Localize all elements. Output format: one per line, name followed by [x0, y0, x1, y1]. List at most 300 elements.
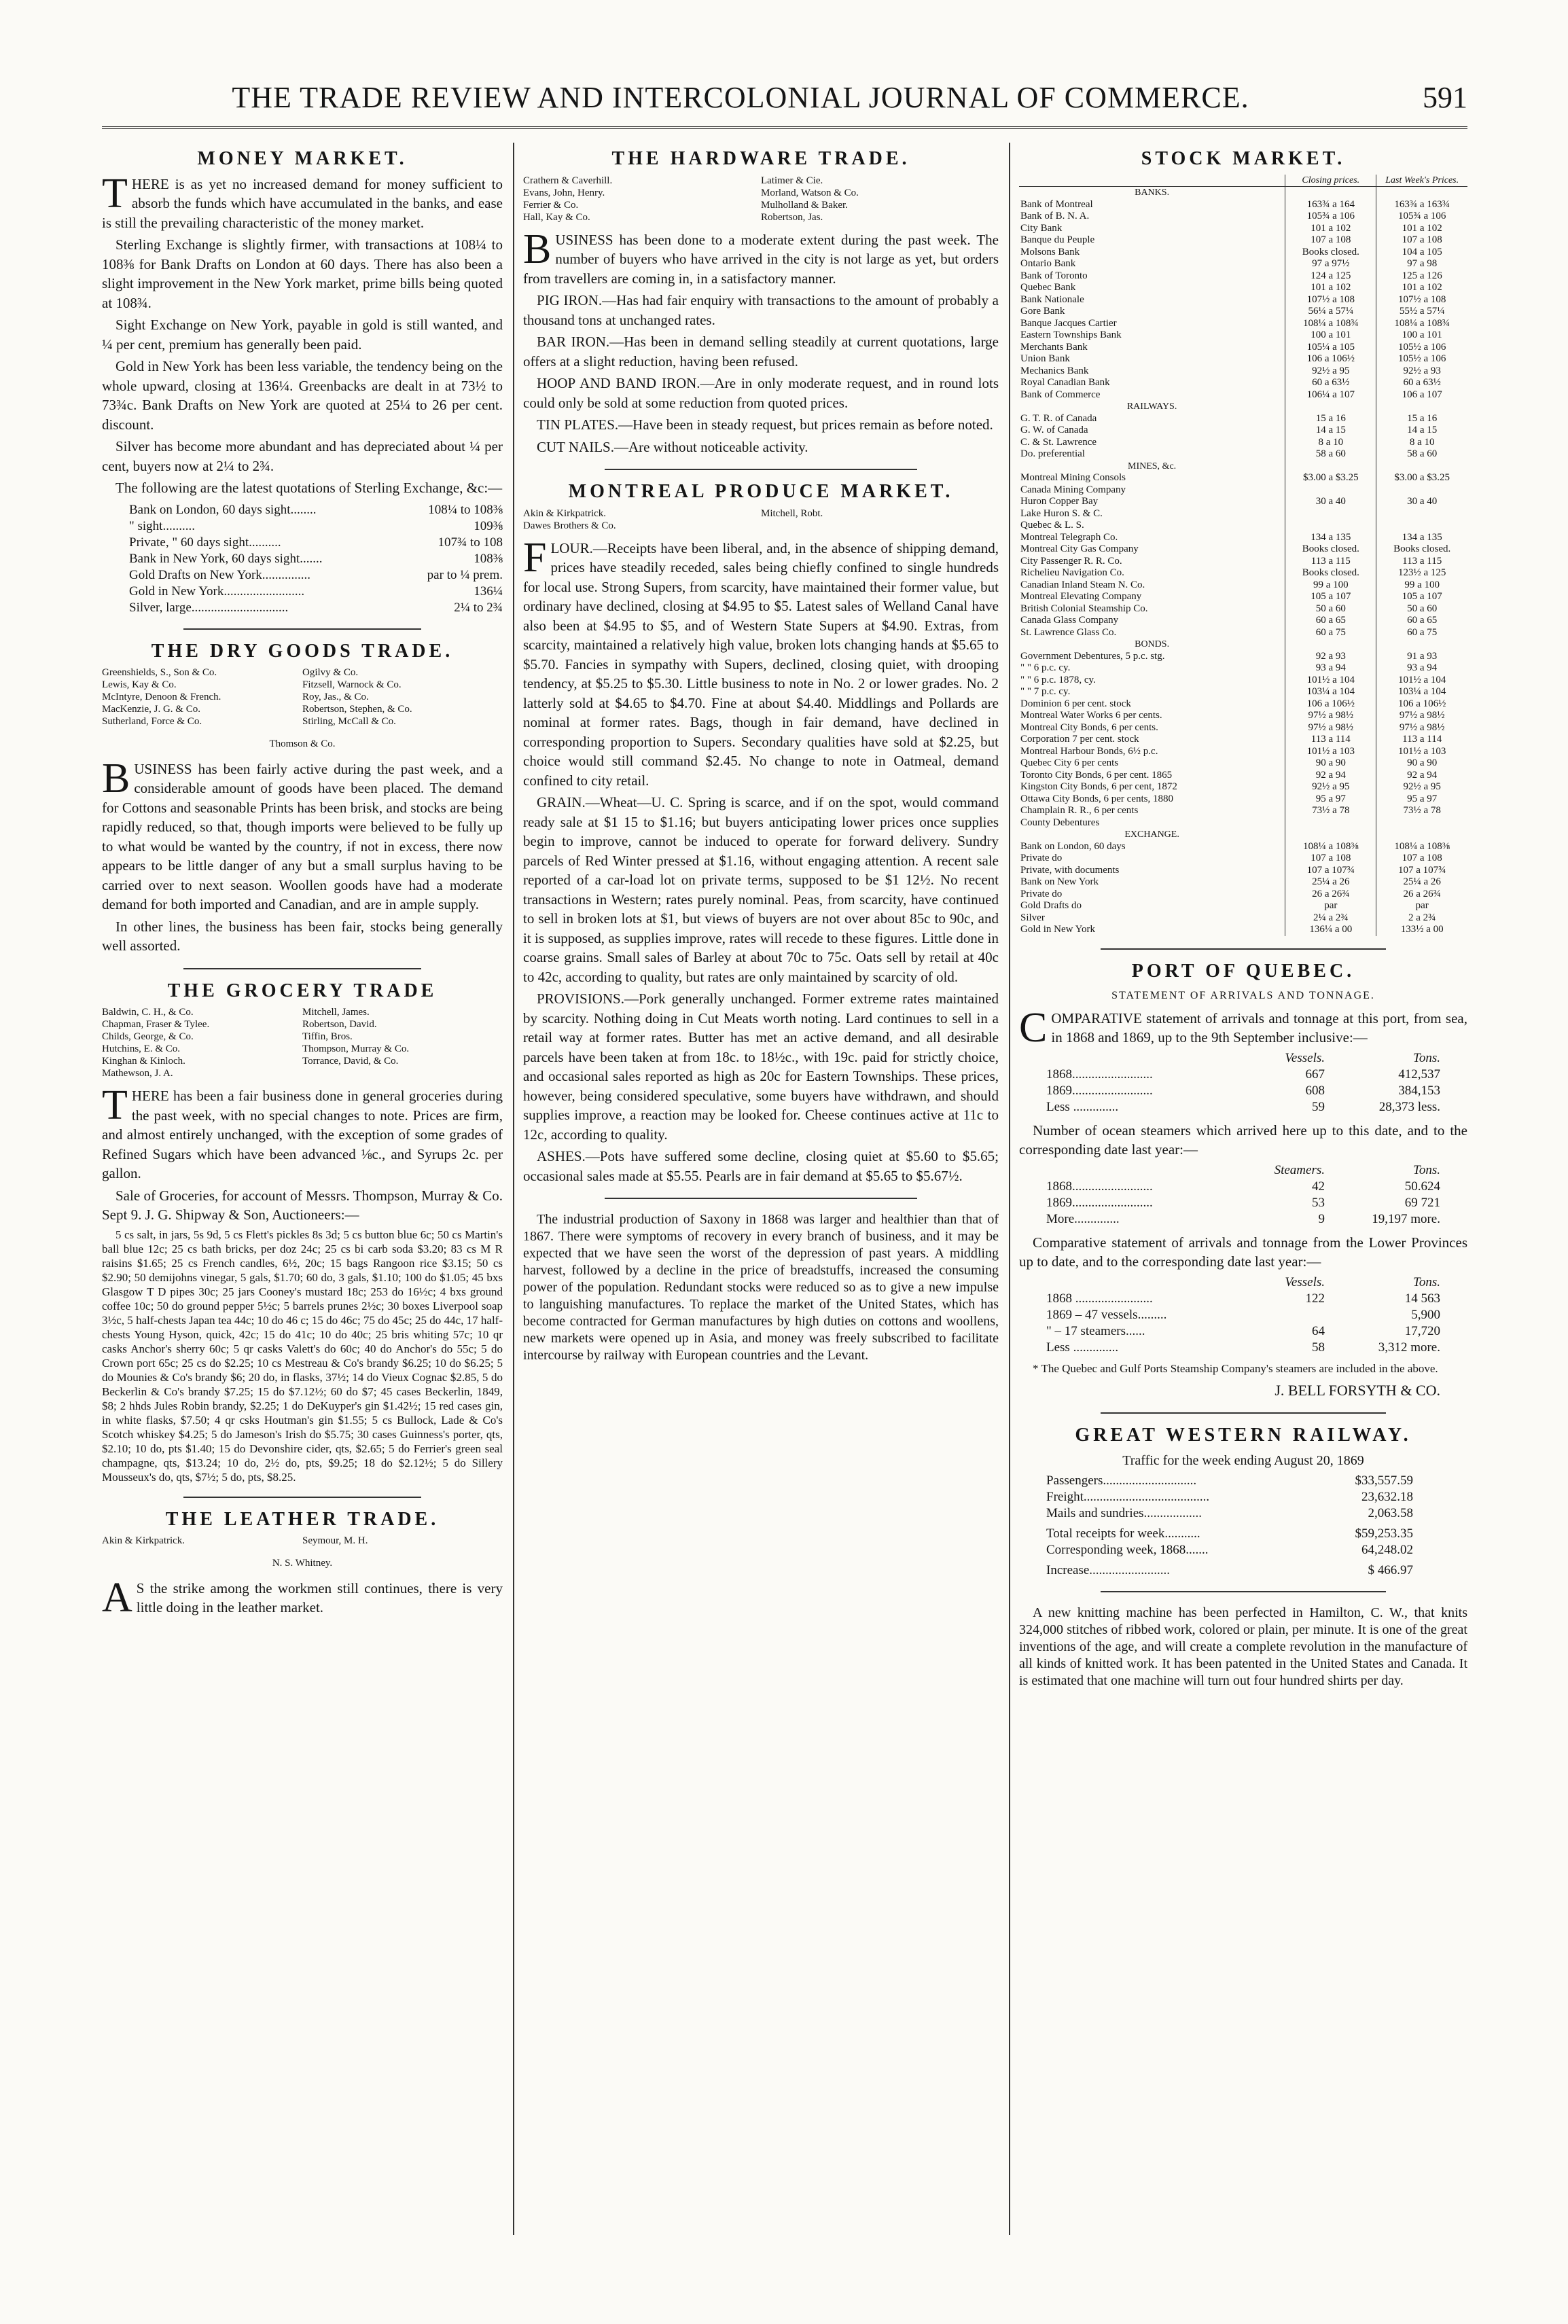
drop-cap: F [523, 534, 547, 581]
last-week-price: 95 a 97 [1376, 793, 1467, 806]
gwr-traffic-table: Passengers............................. $33,557.59 Freight....................................... 23,632.18 Mails and sundries.................. 2,063.58 Total receipts for week........... $59,253.35 Corresponding week, 1868....... 64,248.02 Increase......................... $ 466.97 [1046, 1473, 1413, 1577]
stock-name: Dominion 6 per cent. stock [1020, 698, 1131, 709]
last-week-price: 93 a 94 [1376, 662, 1467, 675]
last-week-price: 25¼ a 26 [1376, 876, 1467, 889]
money-para-2: Sterling Exchange is slightly firmer, with transactions at 108¼ to 108⅜ for Bank Drafts on London at 60 days. There has also been a slight improvement in the New York market, prime bills being quoted at 108¾. [102, 236, 503, 311]
closing-price: Books closed. [1285, 543, 1376, 556]
closing-price: 60 a 75 [1285, 627, 1376, 639]
header-rule [102, 126, 1467, 129]
closing-price: 124 a 125 [1285, 270, 1376, 283]
closing-price: 108¼ a 108⅜ [1285, 841, 1376, 853]
last-week-price: par [1376, 900, 1467, 912]
grocery-firms: Baldwin, C. H., & Co. Mitchell, James. Chapman, Fraser & Tylee. Robertson, David. Childs, George, & Co. Tiffin, Bros. Hutchins, E. & Co. Thompson, Murray & Co. Kinghan & Kinloch. Torrance, David, & Co. Mathewson, J. A. [102, 1007, 410, 1079]
stock-name: St. Lawrence Glass Co. [1020, 626, 1117, 638]
last-week-price: 101 a 102 [1376, 223, 1467, 235]
stock-row [1019, 484, 1467, 497]
stock-name: Huron Copper Bay [1020, 496, 1099, 507]
last-week-price: 105¾ a 106 [1376, 211, 1467, 223]
stock-row [1019, 591, 1467, 603]
stock-name: County Debentures [1020, 817, 1100, 828]
column-right [1019, 143, 1467, 1692]
stock-name: Montreal Harbour Bonds, 6½ p.c. [1020, 745, 1158, 757]
gwr-subtitle: Traffic for the week ending August 20, 1869 [1122, 1452, 1364, 1468]
grocery-para-2: Sale of Groceries, for account of Messrs. Thompson, Murray & Co. Sept 9. J. G. Shipway & Son, Auctioneers:— [102, 1187, 503, 1223]
closing-price: 30 a 40 [1285, 496, 1376, 508]
dry-para-2: In other lines, the business has been fair, stocks being generally well assorted. [102, 918, 503, 954]
last-week-price: 91 a 93 [1376, 651, 1467, 663]
closing-price: 103¼ a 104 [1285, 686, 1376, 698]
stock-row [1019, 734, 1467, 746]
stock-row [1019, 770, 1467, 782]
stock-name: Richelieu Navigation Co. [1020, 567, 1124, 578]
closing-price [1285, 508, 1376, 520]
stock-name: Bank on London, 60 days [1020, 840, 1126, 852]
closing-price: 107½ a 108 [1285, 294, 1376, 306]
quebec-para-2: Number of ocean steamers which arrived here up to this date, and to the corresponding date last year:— [1019, 1122, 1467, 1158]
quote-row: Silver, large.............................. 2¼ to 2¾ [129, 600, 503, 615]
stock-name: Bank of Montreal [1020, 198, 1093, 210]
last-week-price: 92½ a 93 [1376, 365, 1467, 378]
closing-price: 106¼ a 107 [1285, 389, 1376, 401]
closing-price: 163¾ a 164 [1285, 199, 1376, 211]
closing-price [1285, 817, 1376, 829]
stock-name: Bank Nationale [1020, 293, 1084, 305]
stock-row [1019, 757, 1467, 770]
stock-name: British Colonial Steamship Co. [1020, 603, 1148, 614]
last-week-price: 60 a 63½ [1376, 377, 1467, 389]
hardware-pig-iron: PIG IRON.—Has had fair enquiry with transactions to the amount of probably a thousand tons at unchanged rates. [523, 292, 999, 328]
quote-row: " sight.......... 109⅜ [129, 518, 503, 533]
closing-price: par [1285, 900, 1376, 912]
stock-row [1019, 520, 1467, 532]
stock-name: Bank of Toronto [1020, 270, 1088, 281]
last-week-price: 108¼ a 108¾ [1376, 318, 1467, 330]
stock-row [1019, 318, 1467, 330]
closing-price: 101 a 102 [1285, 282, 1376, 294]
sterling-quotes [129, 502, 503, 616]
knitting-machine-article: A new knitting machine has been perfected in Hamilton, C. W., that knits 324,000 stitches of ribbed work, colored or plain, per minute. It is one of the great inventions of the age, and will create a complete revolution in the manufacture of all kinds of knitted work. It has been patented in the United States and Canada. It is estimated that one machine will turn out four hundred shirts per day. [1019, 1605, 1467, 1688]
quote-row: Bank in New York, 60 days sight....... 108⅜ [129, 551, 503, 566]
closing-price: 105¾ a 106 [1285, 211, 1376, 223]
journal-title: THE TRADE REVIEW AND INTERCOLONIAL JOURNAL OF COMMERCE. [232, 81, 1249, 114]
last-week-price: 100 a 101 [1376, 329, 1467, 342]
closing-price: 97 a 97½ [1285, 258, 1376, 270]
stock-name: Merchants Bank [1020, 341, 1088, 353]
closing-price: 107 a 107¾ [1285, 865, 1376, 877]
closing-price: 8 a 10 [1285, 437, 1376, 449]
stock-name: Montreal Mining Consols [1020, 472, 1126, 483]
section-rule [183, 628, 421, 630]
stock-row [1019, 543, 1467, 556]
stock-group-row [1019, 187, 1467, 199]
last-week-price: 92½ a 95 [1376, 781, 1467, 793]
stock-row [1019, 247, 1467, 259]
closing-price: 105 a 107 [1285, 591, 1376, 603]
quebec-lower-provinces-table: Vessels. Tons. 1868 ........................ 122 14 563 1869 – 47 vessels......... 5,900 " – 17 steamers...... 64 17,720 Less .............. 58 3,312 more. [1046, 1274, 1440, 1355]
stock-name: Canadian Inland Steam N. Co. [1020, 579, 1145, 590]
last-week-price: 15 a 16 [1376, 413, 1467, 425]
stock-name: Bank of B. N. A. [1020, 211, 1090, 221]
dry-goods-firms: Greenshields, S., Son & Co. Ogilvy & Co. Lewis, Kay & Co. Fitzsell, Warnock & Co. McIntyre, Denoon & French. Roy, Jas., & Co. MacKenzie, J. G. & Co. Robertson, Stephen, & Co. Sutherland, Force & Co. Stirling, McCall & Co. [102, 667, 412, 727]
stock-row [1019, 876, 1467, 889]
stock-name: Montreal Water Works 6 per cents. [1020, 710, 1162, 721]
last-week-price: 108¼ a 108⅜ [1376, 841, 1467, 853]
closing-price: Books closed. [1285, 247, 1376, 259]
produce-provisions: PROVISIONS.—Pork generally unchanged. Former extreme rates maintained by scarcity. Nothing doing in Cut Meats worth noting. Lard continues to sell in a retail way at former rates. Butter has met an active demand, and all desirable parcels have been taken at from 18c. to 18½c., with 19c. paid for strictly choice, and occasional sales reported as high as 20c for Eastern Townships. These prices, however, being considered speculative, some buyers have withdrawn, and should supplies improve, a reaction may be looked for. Cheese continues active at 11c to 12c, according to quality. [523, 990, 999, 1143]
closing-price: 95 a 97 [1285, 793, 1376, 806]
closing-price: 99 a 100 [1285, 579, 1376, 592]
last-week-price [1376, 508, 1467, 520]
stock-row [1019, 353, 1467, 365]
last-week-price: 97½ a 98½ [1376, 722, 1467, 734]
grocery-auction-list: 5 cs salt, in jars, 5s 9d, 5 cs Flett's pickles 8s 3d; 5 cs button blue 6c; 50 cs Martin's ball blue 12c; 25 cs bath bricks, per doz 24c; 25 cs bi carb soda $3.20; 83 cs M R raisins $1.65; 25 cs French candles, 6½, 20c; 15 bags Rangoon rice $3.15; 50 cs $2.90; 50 demijohns vinegar, 5 gals, $1.70; 60 do, 3 gals, $1.10; 100 do $1.05; 45 bxs Glasgow T D pipes 30c; 25 jars Cooney's mustard 18c; 253 do 16½c; 4 bxs ground coffee 10c; 50 do ground pepper 5½c; 5 barrels prunes 2½c; 30 boxes Liverpool soap 3½c, 5 half-chests Japan tea 44c; 10 do 46 c; 15 do 46c; 75 do 45c; 25 do 44c, 17 half-chests Young Hyson, quick, 42c; 15 do 41c; 10 do 40c; 25 bris whiting 57c; 10 qr casks Anchor's sherry 60c; 5 qr casks Valett's do 60c; 40 do Anchor's do 55c; 5 do Crown port 65c; 25 cs do $2.25; 10 cs Mestreau & Co's brandy $6.25; 10 do $6.25; 5 do Mounies & Co's brandy $6; 20 do, in flasks, 37½; 14 do Vieux Cognac $2.85, 5 do Beckerlin & Co's brandy $7.25; 15 do $7.12½; 60 do $7; 45 cases Beckerlin, 1849, $8; 2 hhds Jules Robin brandy, $2.25; 1 do DeKuyper's gin $1.42½; 15 red cases gin, in white flasks, $7.50; 4 qr csks Houtman's gin $1.55; 5 cs Bullock, Lade & Co's Scotch whiskey $4.25; 5 do Jameson's Irish do $5.75; 30 cases Guinness's porter, qts, $2.10; 10 do, pts $1.40; 15 do Devonshire cider, qts, $2.65; 5 do Ferrier's green seal champagne, qts, $13.24; 10 do, 2½ do, pts, $9.25; 18 do $2.12½; 5 do Sillery Mousseux's do, qts, $7½; 5 do, pts, $8.25. [102, 1228, 503, 1484]
last-week-price: 113 a 114 [1376, 734, 1467, 746]
last-week-price: 92 a 94 [1376, 770, 1467, 782]
closing-price: 15 a 16 [1285, 413, 1376, 425]
stock-row [1019, 425, 1467, 437]
last-week-price: 134 a 135 [1376, 532, 1467, 544]
stock-row [1019, 841, 1467, 853]
stock-row [1019, 675, 1467, 687]
closing-price: 60 a 63½ [1285, 377, 1376, 389]
last-week-price: 30 a 40 [1376, 496, 1467, 508]
last-week-price: 101½ a 103 [1376, 746, 1467, 758]
hardware-cut-nails: CUT NAILS.—Are without noticeable activity. [537, 438, 808, 455]
stock-name: Molsons Bank [1020, 246, 1080, 257]
hardware-firms: Crathern & Caverhill. Latimer & Cie. Evans, John, Henry. Morland, Watson & Co. Ferrier & Co. Mulholland & Baker. Hall, Kay & Co. Robertson, Jas. [523, 175, 859, 223]
hardware-tin-plates: TIN PLATES.—Have been in steady request, but prices remain as before noted. [537, 416, 993, 433]
last-week-price: 133½ a 00 [1376, 924, 1467, 936]
last-week-price: 26 a 26¾ [1376, 889, 1467, 901]
closing-price: 93 a 94 [1285, 662, 1376, 675]
last-week-price: 106 a 106½ [1376, 698, 1467, 711]
last-week-price: 8 a 10 [1376, 437, 1467, 449]
stock-name: Quebec Bank [1020, 282, 1076, 293]
drop-cap: A [102, 1574, 132, 1621]
stock-name: G. T. R. of Canada [1020, 412, 1097, 424]
stock-row [1019, 865, 1467, 877]
last-week-price: 60 a 75 [1376, 627, 1467, 639]
last-week-price: 99 a 100 [1376, 579, 1467, 592]
last-week-price: 105 a 107 [1376, 591, 1467, 603]
closing-price: 113 a 115 [1285, 556, 1376, 568]
stock-row [1019, 805, 1467, 817]
stock-name: Bank of Commerce [1020, 389, 1101, 400]
stock-name: Montreal City Gas Company [1020, 543, 1139, 554]
stock-name: Champlain R. R., 6 per cents [1020, 805, 1139, 816]
stock-name: Montreal Elevating Company [1020, 591, 1142, 602]
stock-row [1019, 199, 1467, 211]
stock-row [1019, 270, 1467, 283]
section-rule [605, 469, 917, 470]
leather-heading: THE LEATHER TRADE. [165, 1508, 440, 1530]
last-week-price [1376, 484, 1467, 497]
stock-row [1019, 532, 1467, 544]
produce-ashes: ASHES.—Pots have suffered some decline, closing quiet at $5.60 to $5.65; occasional sales made at $5.55. Pearls are in fair demand at $5.65 to $5.67½. [523, 1148, 999, 1184]
last-week-price: $3.00 a $3.25 [1376, 472, 1467, 484]
stock-name: Montreal City Bonds, 6 per cents. [1020, 721, 1158, 733]
stock-row [1019, 627, 1467, 639]
leather-firms: Akin & Kirkpatrick. Seymour, M. H. [102, 1535, 368, 1546]
stock-name: Toronto City Bonds, 6 per cent. 1865 [1020, 769, 1173, 781]
stock-name: Private do [1020, 888, 1063, 899]
last-week-price: 105½ a 106 [1376, 342, 1467, 354]
last-week-price: 97 a 98 [1376, 258, 1467, 270]
closing-price: 50 a 60 [1285, 603, 1376, 615]
stock-name: Lake Huron S. & C. [1020, 507, 1103, 519]
leather-firm-center: N. S. Whitney. [272, 1558, 333, 1569]
last-week-price: 104 a 105 [1376, 247, 1467, 259]
stock-name: G. W. of Canada [1020, 425, 1088, 435]
stock-name: " " 7 p.c. cy. [1020, 686, 1071, 697]
stock-group-label: MINES, &c. [1128, 461, 1177, 471]
stock-row [1019, 817, 1467, 829]
produce-flour: FLOUR.—Receipts have been liberal, and, in the absence of shipping demand, prices have steadily receded, sales being chiefly confined to single hundreds for local use. Strong Supers, from scarcity, have maintained their former value, but ordinary have declined, closing at $4.95 to $5. Latest sales of Welland Canal have also been at $4.95 to $5, and of Western State Supers at $4.90. Extras, from scarcity, maintained a relatively high value, broken lots changing hands at $5.65 to $5.70. Fancies in sympathy with Supers, declined, closing quiet, with drooping tendency, at $5.25 to $5.30. Little business to note in No. 2 or lower grades. No. 2 latterly sold at $4.65 to $4.70. Fine at about $4.40. Middlings and Pollards are nominal at former rates. Bags, though in fair demand, have declined in corresponding proportion to Supers. Secondary qualities have sold at $2.25, but choice would still command $2.45. No change to note in Oatmeal, demand confined to city retail. [523, 534, 999, 789]
stock-name: Banque Jacques Cartier [1020, 317, 1117, 329]
stock-name: Government Debentures, 5 p.c. stg. [1020, 650, 1165, 662]
closing-price: 100 a 101 [1285, 329, 1376, 342]
stock-name: Mechanics Bank [1020, 365, 1089, 376]
stock-row [1019, 686, 1467, 698]
produce-grain: GRAIN.—Wheat—U. C. Spring is scarce, and if on the spot, would command ready sale at $1 15 to $1.16; but buyers anticipating lower prices once supplies begin to improve, cannot be induced to operate for forward delivery. Sundry parcels of Red Winter pressed at $1.16, without engaging attention. A recent sale reported of a car-load lot on private terms, supposed to be $1 12½. No recent transactions in Western; rates purely nominal. Peas, from scarcity, have continued to sell in broken lots at $1, but views of buyers are not over about 85c to 90c, and it is supposed, as supplies improve, rates will recede to these figures. Little done in coarse grains. Small sales of Barley at about 70c to 75c. Oats sell by retail at 40c to 42c, according to quality, but rates are only maintained by scarcity of old. [523, 794, 999, 985]
closing-price: 101 a 102 [1285, 223, 1376, 235]
stock-name: " " 6 p.c. 1878, cy. [1020, 674, 1096, 685]
stock-name: Corporation 7 per cent. stock [1020, 734, 1139, 745]
closing-price: 136¼ a 00 [1285, 924, 1376, 936]
stock-market-heading: STOCK MARKET. [1141, 148, 1346, 169]
stock-row [1019, 294, 1467, 306]
stock-group-row [1019, 461, 1467, 473]
closing-price: 14 a 15 [1285, 425, 1376, 437]
drop-cap: T [102, 170, 128, 217]
last-week-price: 101½ a 104 [1376, 675, 1467, 687]
last-week-price: 107 a 108 [1376, 234, 1467, 247]
stock-name: Private, with documents [1020, 864, 1120, 876]
last-week-prices-header: Last Week's Prices. [1376, 175, 1467, 187]
stock-row [1019, 853, 1467, 865]
hardware-bar-iron: BAR IRON.—Has been in demand selling steadily at current quotations, large offers at a slight reduction, having been refused. [523, 334, 999, 370]
stock-group-label: BANKS. [1135, 187, 1170, 198]
closing-price: 26 a 26¾ [1285, 889, 1376, 901]
closing-price: 107 a 108 [1285, 234, 1376, 247]
drop-cap: T [102, 1082, 128, 1128]
money-para-1: THERE is as yet no increased demand for money sufficient to absorb the funds which have accumulated in the banks, and ease is still the prevailing characteristic of the money market. [102, 170, 503, 231]
column-middle [523, 143, 999, 1367]
stock-table [1019, 175, 1467, 936]
closing-price [1285, 520, 1376, 532]
stock-name: Quebec & L. S. [1020, 520, 1084, 531]
last-week-price: 107 a 107¾ [1376, 865, 1467, 877]
stock-row [1019, 234, 1467, 247]
hardware-para-1: BUSINESS has been done to a moderate extent during the past week. The number of buyers who have arrived in the city is not large as yet, but orders from travellers are coming in, in a satisfactory manner. [523, 226, 999, 287]
closing-price: 92½ a 95 [1285, 365, 1376, 378]
last-week-price: 123½ a 125 [1376, 567, 1467, 579]
stock-name: Gore Bank [1020, 306, 1065, 317]
last-week-price: 125 a 126 [1376, 270, 1467, 283]
closing-price: 2¼ a 2¾ [1285, 912, 1376, 925]
quebec-para-3: Comparative statement of arrivals and tonnage from the Lower Provinces up to date, and to the corresponding date last year:— [1019, 1234, 1467, 1270]
last-week-price: Books closed. [1376, 543, 1467, 556]
stock-name: Ontario Bank [1020, 258, 1076, 269]
last-week-price: 97½ a 98½ [1376, 710, 1467, 722]
closing-price: 60 a 65 [1285, 615, 1376, 627]
last-week-price: 106 a 107 [1376, 389, 1467, 401]
port-quebec-subtitle: STATEMENT OF ARRIVALS AND TONNAGE. [1111, 990, 1375, 1001]
dry-para-1: BUSINESS has been fairly active during the past week, and a considerable amount of goods have been placed. The demand for Cottons and seasonable Prints has been brisk, and stocks are being rapidly reduced, so that, though imports were believed to be fully up to what would be wanted by the country, if not in excess, there now appears to be little danger of any but a small surplus having to be carried over to next season. Woollen goods have had a moderate demand for both imported and Canadian, and are in ample supply. [102, 755, 503, 912]
stock-name: Canada Glass Company [1020, 615, 1119, 626]
closing-price: 107 a 108 [1285, 853, 1376, 865]
stock-row [1019, 258, 1467, 270]
stock-row [1019, 698, 1467, 711]
last-week-price [1376, 817, 1467, 829]
quebec-para-1: COMPARATIVE statement of arrivals and tonnage at this port, from sea, in 1868 and 1869, up to the 9th September inclusive:— [1019, 1004, 1467, 1051]
stock-row [1019, 437, 1467, 449]
closing-price: 58 a 60 [1285, 448, 1376, 461]
leather-para-1: A S the strike among the workmen still continues, there is very little doing in the leather market. [102, 1574, 503, 1621]
stock-row [1019, 377, 1467, 389]
stock-row [1019, 924, 1467, 936]
page-number: 591 [1423, 81, 1467, 114]
closing-price: 106 a 106½ [1285, 353, 1376, 365]
last-week-price: 163¾ a 163¾ [1376, 199, 1467, 211]
last-week-price: 101 a 102 [1376, 282, 1467, 294]
stock-name: " " 6 p.c. cy. [1020, 662, 1071, 673]
stock-row [1019, 496, 1467, 508]
stock-group-row [1019, 639, 1467, 651]
stock-row [1019, 448, 1467, 461]
closing-price: 73½ a 78 [1285, 805, 1376, 817]
money-para-5: Silver has become more abundant and has depreciated about ¼ per cent, buyers now at 2¼ to 2¾. [102, 438, 503, 474]
stock-name: Quebec City 6 per cents [1020, 757, 1119, 768]
section-rule [605, 1198, 917, 1199]
saxony-article: The industrial production of Saxony in 1868 was larger and healthier than that of 1867. There were symptoms of recovery in every branch of business, and it may be expected that we have seen the worst of the depression of past years. A middling harvest, followed by a decline in the price of breadstuffs, increased the consuming power of the population. Redundant stocks were reduced so as to give a new impulse to languishing manufactures. To replace the market of the United States, which has become contracted for German manufactures by high duties on cottons and woollens, new markets were opened up in Asia, and money was freely subscribed to facilitate intercourse by railway with European countries and the Levant. [523, 1212, 999, 1363]
money-para-6: The following are the latest quotations of Sterling Exchange, &c:— [115, 480, 503, 496]
closing-price: 92 a 93 [1285, 651, 1376, 663]
produce-heading: MONTREAL PRODUCE MARKET. [568, 481, 954, 502]
stock-row [1019, 900, 1467, 912]
stock-row [1019, 211, 1467, 223]
page-header [102, 80, 1467, 135]
quote-row: Gold in New York......................... 136¼ [129, 584, 503, 598]
quebec-footnote: * The Quebec and Gulf Ports Steamship Company's steamers are included in the above. [1033, 1361, 1438, 1375]
stock-name: Banque du Peuple [1020, 234, 1095, 245]
closing-price: Books closed. [1285, 567, 1376, 579]
dry-goods-heading: THE DRY GOODS TRADE. [151, 640, 454, 662]
produce-firms: Akin & Kirkpatrick. Mitchell, Robt. Dawes Brothers & Co. [523, 507, 823, 531]
closing-price: 97½ a 98½ [1285, 710, 1376, 722]
drop-cap: B [102, 755, 130, 802]
stock-name: Royal Canadian Bank [1020, 377, 1110, 388]
dry-goods-firm-center: Thomson & Co. [269, 738, 336, 749]
grocery-heading: THE GROCERY TRADE [167, 980, 438, 1001]
stock-name: C. & St. Lawrence [1020, 436, 1097, 448]
stock-name: Ottawa City Bonds, 6 per cents, 1880 [1020, 793, 1173, 804]
closing-price: 92½ a 95 [1285, 781, 1376, 793]
stock-row [1019, 579, 1467, 592]
money-market-heading: MONEY MARKET. [197, 148, 408, 169]
last-week-price: 90 a 90 [1376, 757, 1467, 770]
hardware-hoop-iron: HOOP AND BAND IRON.—Are in only moderate request, and in round lots could only be sold at some reduction from quoted prices. [523, 375, 999, 411]
drop-cap: C [1019, 1004, 1048, 1051]
stock-group-label: BONDS. [1135, 639, 1170, 649]
money-para-4: Gold in New York has been less variable, the tendency being on the whole upward, closing at 136¼. Greenbacks are dealt in at 73½ to 73¾c. Bank Drafts on New York are quoted at 25¼ to 26 per cent. discount. [102, 358, 503, 433]
stock-row [1019, 282, 1467, 294]
stock-name: Union Bank [1020, 353, 1070, 364]
stock-name: City Bank [1020, 222, 1063, 234]
stock-name: Private do [1020, 853, 1063, 863]
closing-prices-header: Closing prices. [1285, 175, 1376, 187]
money-para-3: Sight Exchange on New York, payable in gold is still wanted, and ¼ per cent, premium has generally been paid. [102, 317, 503, 353]
quebec-signature: J. BELL FORSYTH & CO. [1275, 1381, 1440, 1399]
section-rule [1101, 1591, 1386, 1592]
stock-row [1019, 722, 1467, 734]
column-left [102, 143, 503, 1620]
gwr-heading: GREAT WESTERN RAILWAY. [1075, 1425, 1412, 1446]
grocery-para-1: THERE has been a fair business done in general groceries during the past week, with no special changes to note. Prices are firm, and almost entirely unchanged, with the exception of some grades of Refined Sugars which have been advanced ⅛c., and Syrups 2c. per gallon. [102, 1082, 503, 1181]
last-week-price: 73½ a 78 [1376, 805, 1467, 817]
stock-row [1019, 342, 1467, 354]
stock-row [1019, 889, 1467, 901]
stock-group-label: RAILWAYS. [1126, 401, 1177, 412]
stock-name: Silver [1020, 912, 1045, 923]
stock-row [1019, 329, 1467, 342]
closing-price: $3.00 a $3.25 [1285, 472, 1376, 484]
stock-name: Do. preferential [1020, 448, 1085, 459]
stock-row [1019, 615, 1467, 627]
section-rule [183, 968, 421, 969]
stock-row [1019, 223, 1467, 235]
closing-price: 97½ a 98½ [1285, 722, 1376, 734]
stock-name: Gold Drafts do [1020, 900, 1082, 911]
column-divider [513, 143, 514, 2235]
last-week-price: 2 a 2¾ [1376, 912, 1467, 925]
stock-row [1019, 710, 1467, 722]
stock-row [1019, 912, 1467, 925]
stock-row [1019, 662, 1467, 675]
section-rule [183, 1497, 421, 1498]
stock-row [1019, 556, 1467, 568]
stock-name: Kingston City Bonds, 6 per cent, 1872 [1020, 781, 1177, 792]
stock-row [1019, 651, 1467, 663]
stock-row [1019, 365, 1467, 378]
quote-row: Bank on London, 60 days sight........ 108¼ to 108⅜ [129, 502, 503, 517]
closing-price: 113 a 114 [1285, 734, 1376, 746]
last-week-price [1376, 520, 1467, 532]
closing-price: 106 a 106½ [1285, 698, 1376, 711]
drop-cap: B [523, 226, 552, 272]
last-week-price: 107½ a 108 [1376, 294, 1467, 306]
port-quebec-heading: PORT OF QUEBEC. [1131, 960, 1355, 982]
stock-group-row [1019, 401, 1467, 413]
closing-price: 101½ a 104 [1285, 675, 1376, 687]
closing-price: 56¼ a 57¼ [1285, 306, 1376, 318]
stock-name: Eastern Townships Bank [1020, 329, 1122, 340]
closing-price [1285, 484, 1376, 497]
stock-row [1019, 567, 1467, 579]
stock-row [1019, 603, 1467, 615]
quote-row: Gold Drafts on New York............... par to ¼ prem. [129, 567, 503, 582]
last-week-price: 50 a 60 [1376, 603, 1467, 615]
closing-price: 134 a 135 [1285, 532, 1376, 544]
last-week-price: 113 a 115 [1376, 556, 1467, 568]
stock-row [1019, 781, 1467, 793]
closing-price: 92 a 94 [1285, 770, 1376, 782]
stock-group-label: EXCHANGE. [1124, 829, 1179, 840]
stock-table-header [1019, 175, 1467, 187]
last-week-price: 103¼ a 104 [1376, 686, 1467, 698]
stock-row [1019, 746, 1467, 758]
stock-row [1019, 389, 1467, 401]
